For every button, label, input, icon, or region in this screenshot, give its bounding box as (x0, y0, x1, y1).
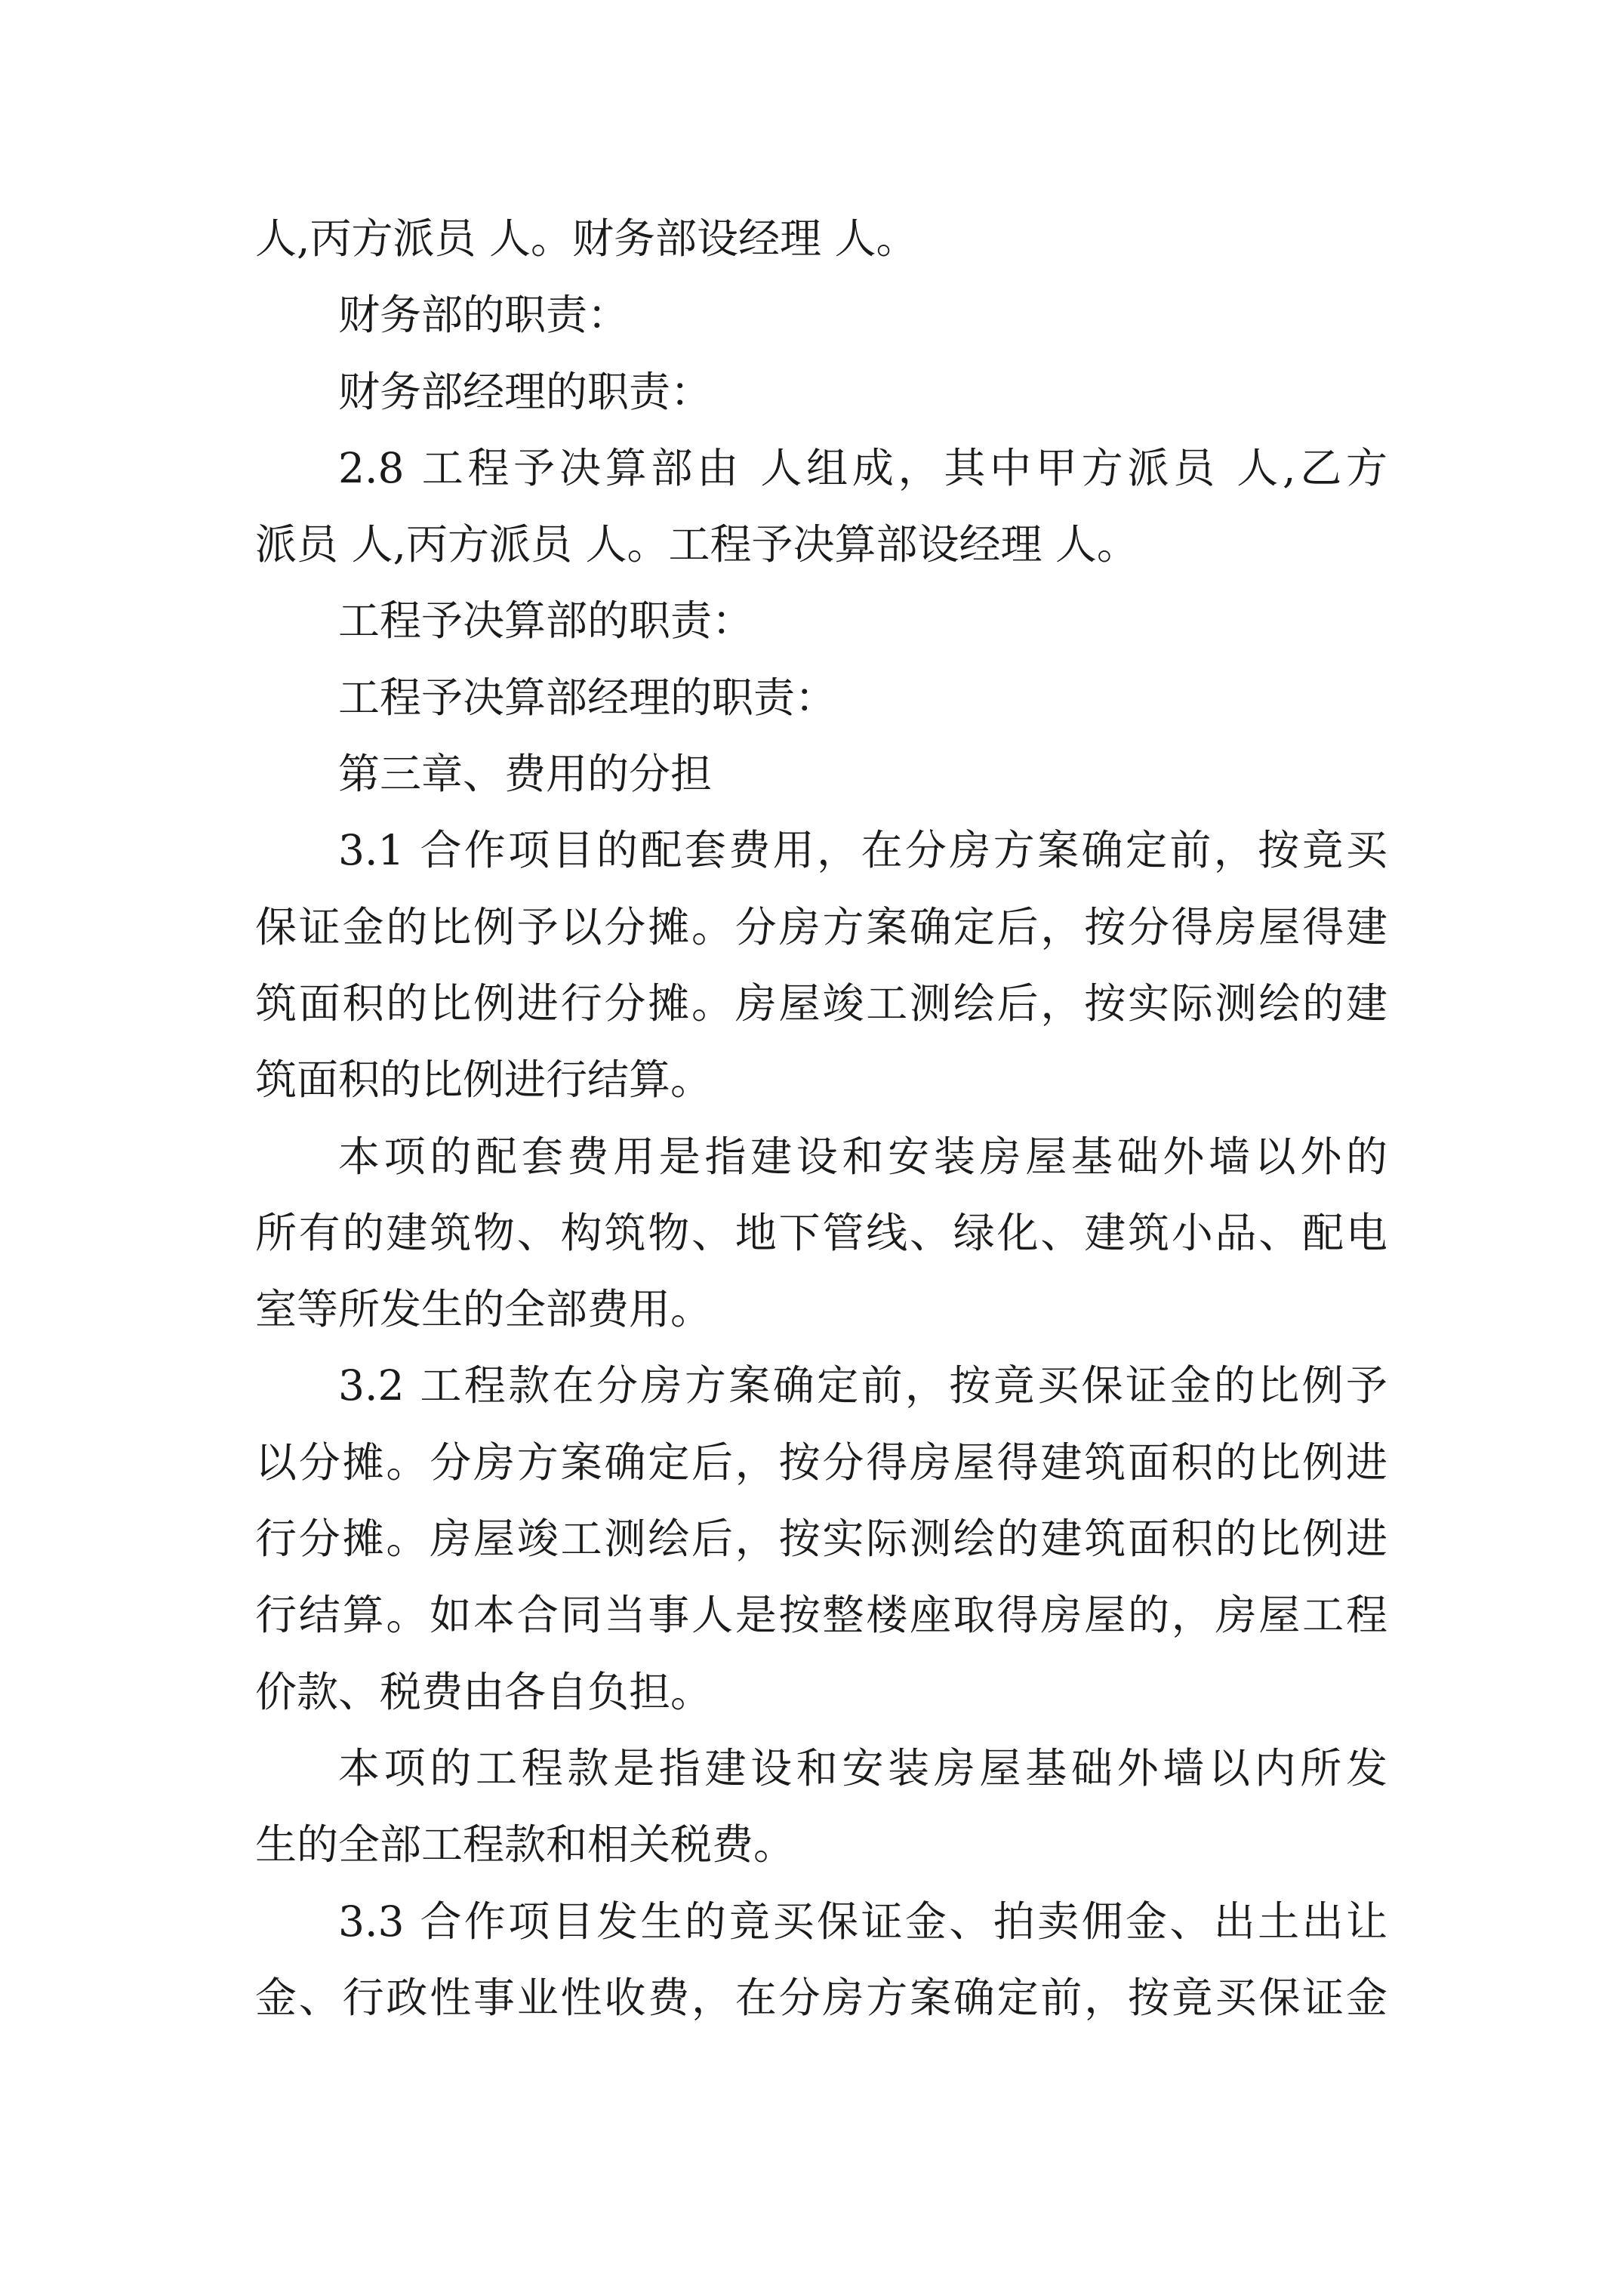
text-line: 3.2 工程款在分房方案确定前，按竟买保证金的比例予 (338, 1361, 1387, 1410)
text-line: 派员 人,丙方派员 人。工程予决算部设经理 人。 (255, 520, 1138, 569)
chapter-heading: 第三章、费用的分担 (338, 750, 713, 799)
text-line: 行结算。如本合同当事人是按整楼座取得房屋的，房屋工程 (255, 1591, 1387, 1640)
text-line: 3.1 合作项目的配套费用，在分房方案确定前，按竟买 (338, 826, 1387, 875)
text-line: 保证金的比例予以分摊。分房方案确定后，按分得房屋得建 (255, 902, 1387, 951)
document-body (255, 201, 1387, 2036)
text-line: 以分摊。分房方案确定后，按分得房屋得建筑面积的比例进 (255, 1438, 1387, 1487)
text-line: 本项的配套费用是指建设和安装房屋基础外墙以外的 (338, 1132, 1387, 1181)
text-line: 3.3 合作项目发生的竟买保证金、拍卖佣金、出土出让 (338, 1897, 1387, 1946)
text-line: 所有的建筑物、构筑物、地下管线、绿化、建筑小品、配电 (255, 1208, 1387, 1257)
text-line: 行分摊。房屋竣工测绘后，按实际测绘的建筑面积的比例进 (255, 1515, 1387, 1564)
text-line: 财务部的职责： (338, 291, 630, 340)
text-line: 室等所发生的全部费用。 (255, 1285, 713, 1334)
text-line: 工程予决算部经理的职责： (338, 673, 837, 722)
text-line: 2.8 工程予决算部由 人组成，其中甲方派员 人,乙方 (338, 443, 1387, 492)
text-line: 工程予决算部的职责： (338, 596, 754, 646)
text-line: 人,丙方派员 人。财务部设经理 人。 (255, 214, 918, 263)
text-line: 价款、税费由各自负担。 (255, 1667, 713, 1716)
text-line: 筑面积的比例进行分摊。房屋竣工测绘后，按实际测绘的建 (255, 978, 1387, 1028)
text-line: 生的全部工程款和相关税费。 (255, 1820, 796, 1869)
text-line: 财务部经理的职责： (338, 367, 713, 416)
text-line: 金、行政性事业性收费，在分房方案确定前，按竟买保证金 (255, 1973, 1387, 2022)
text-line: 筑面积的比例进行结算。 (255, 1056, 713, 1105)
text-line: 本项的工程款是指建设和安装房屋基础外墙以内所发 (338, 1743, 1387, 1792)
